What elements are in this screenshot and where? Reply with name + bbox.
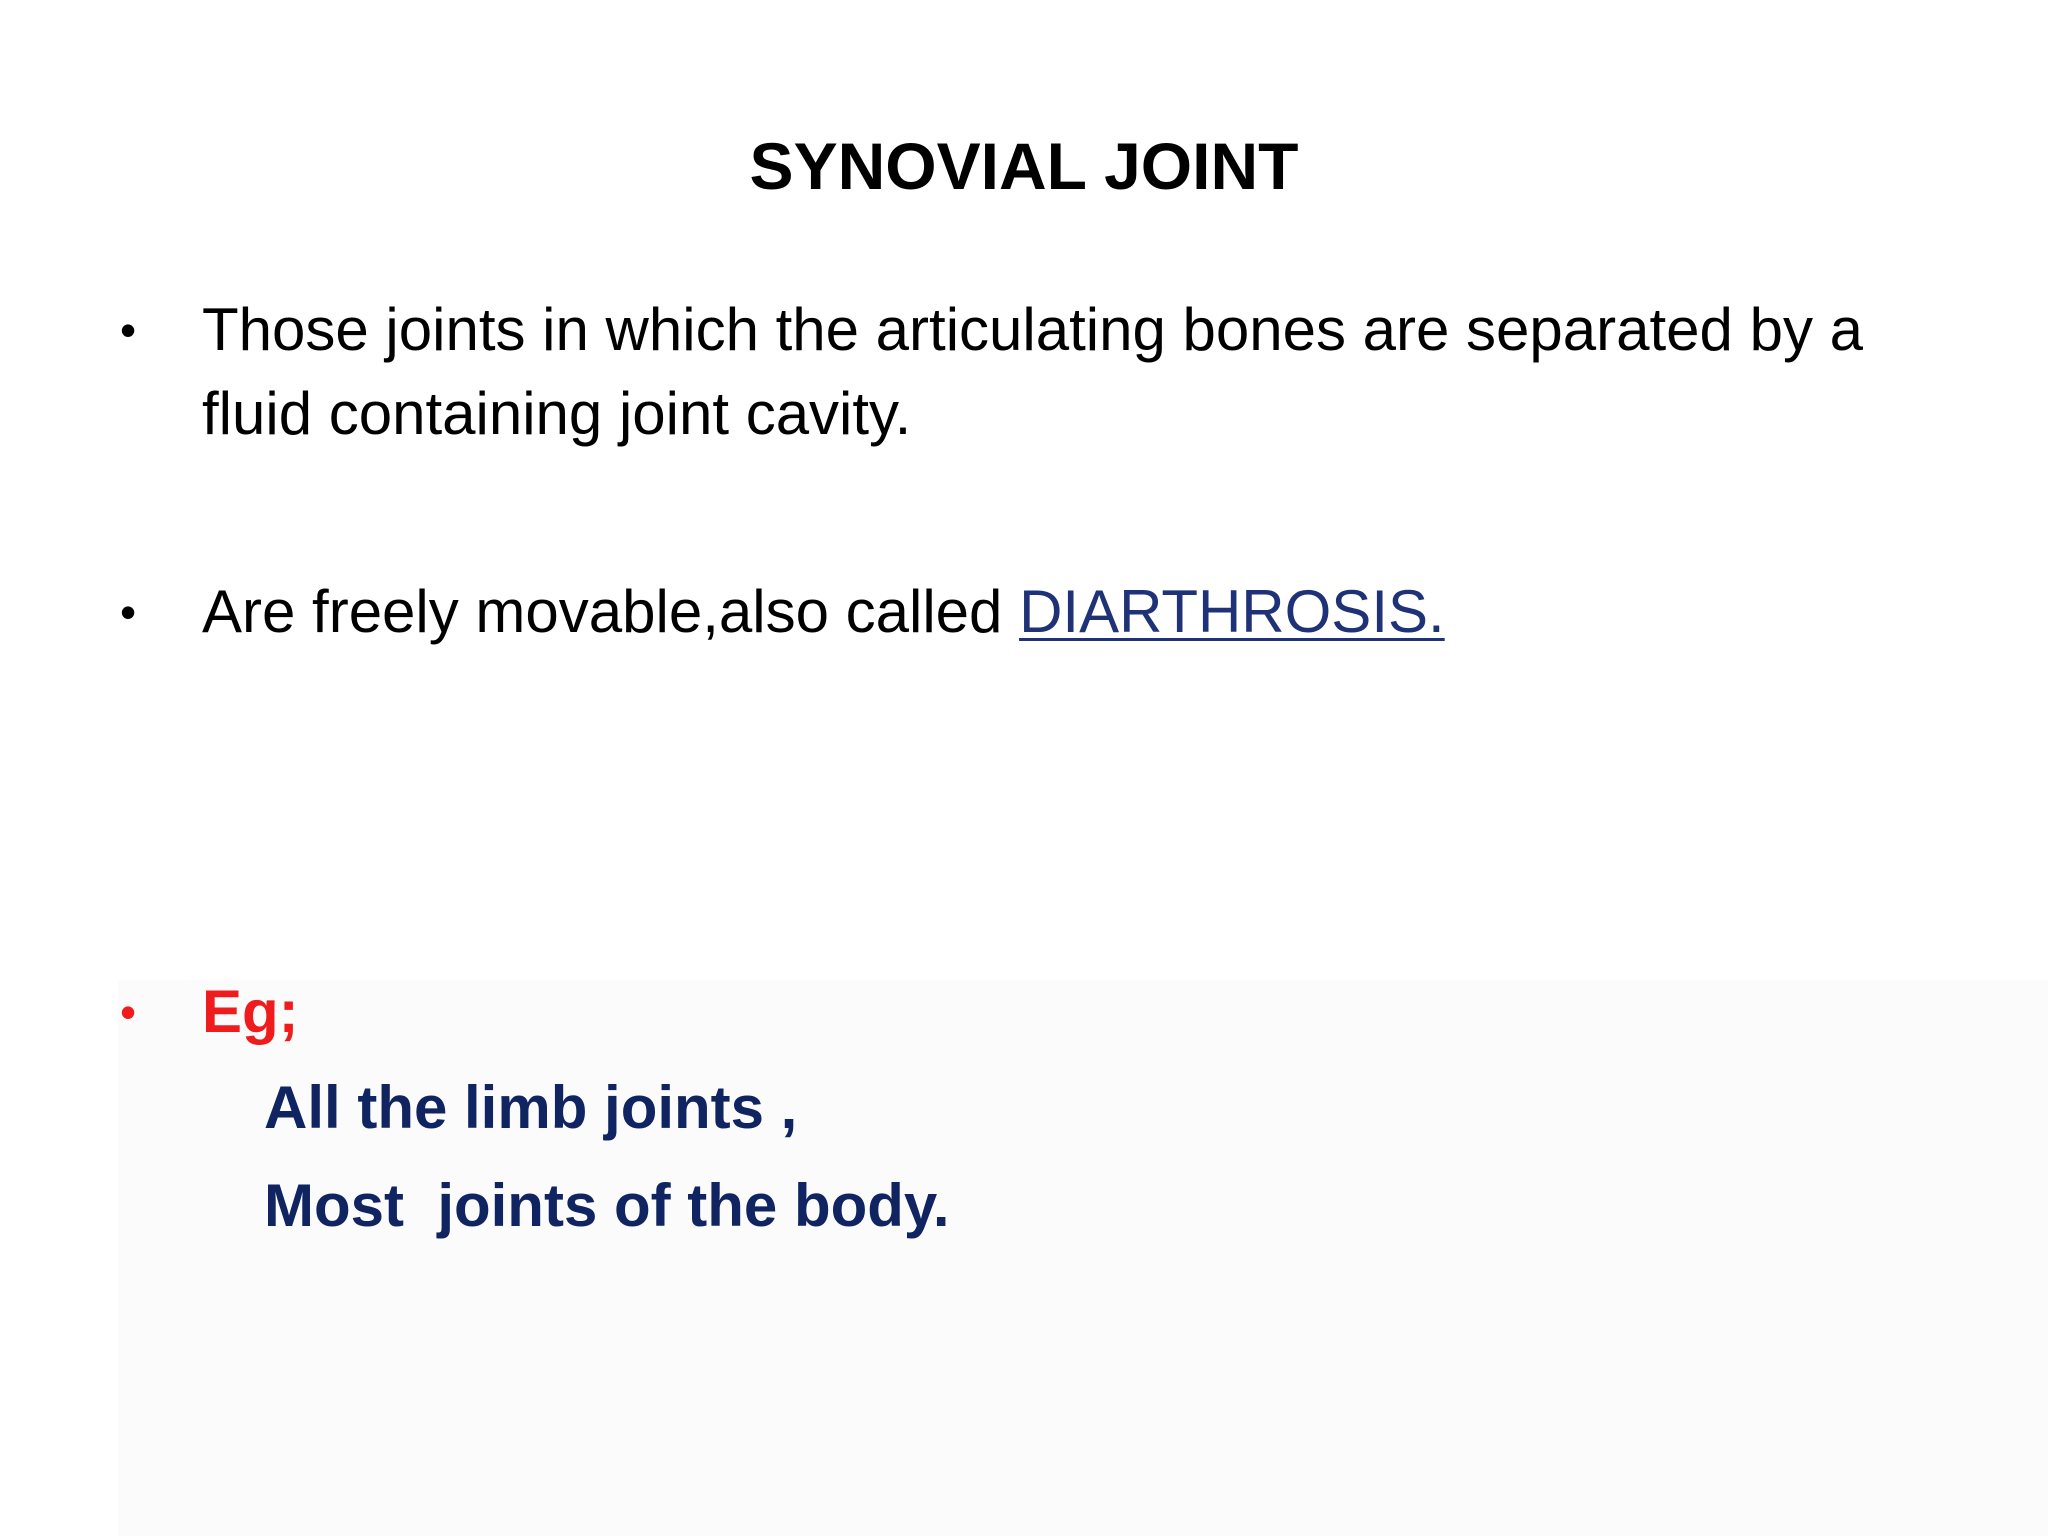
bullet-item-diarthrosis [120, 570, 1980, 660]
bullet-marker: • [120, 986, 137, 1038]
bullet-text-prefix: Are freely movable,also called [202, 578, 1020, 645]
bullet-marker: • [120, 586, 137, 638]
example-item-limb-joints: All the limb joints , [264, 1074, 798, 1141]
example-label: Eg; [202, 978, 299, 1045]
diarthrosis-link[interactable]: DIARTHROSIS. [1019, 578, 1445, 645]
background-panel [118, 980, 2048, 1536]
bullet-item-definition [120, 288, 1980, 458]
bullet-text: Those joints in which the articulating bones are separated by a fluid containing joint cavity. [202, 296, 1863, 447]
example-item-most-joints: Most joints of the body. [264, 1172, 950, 1239]
bullet-marker: • [120, 304, 137, 356]
bullet-item-example [120, 970, 1120, 1060]
bullet-text [202, 570, 1445, 654]
slide-title: SYNOVIAL JOINT [749, 129, 1299, 203]
